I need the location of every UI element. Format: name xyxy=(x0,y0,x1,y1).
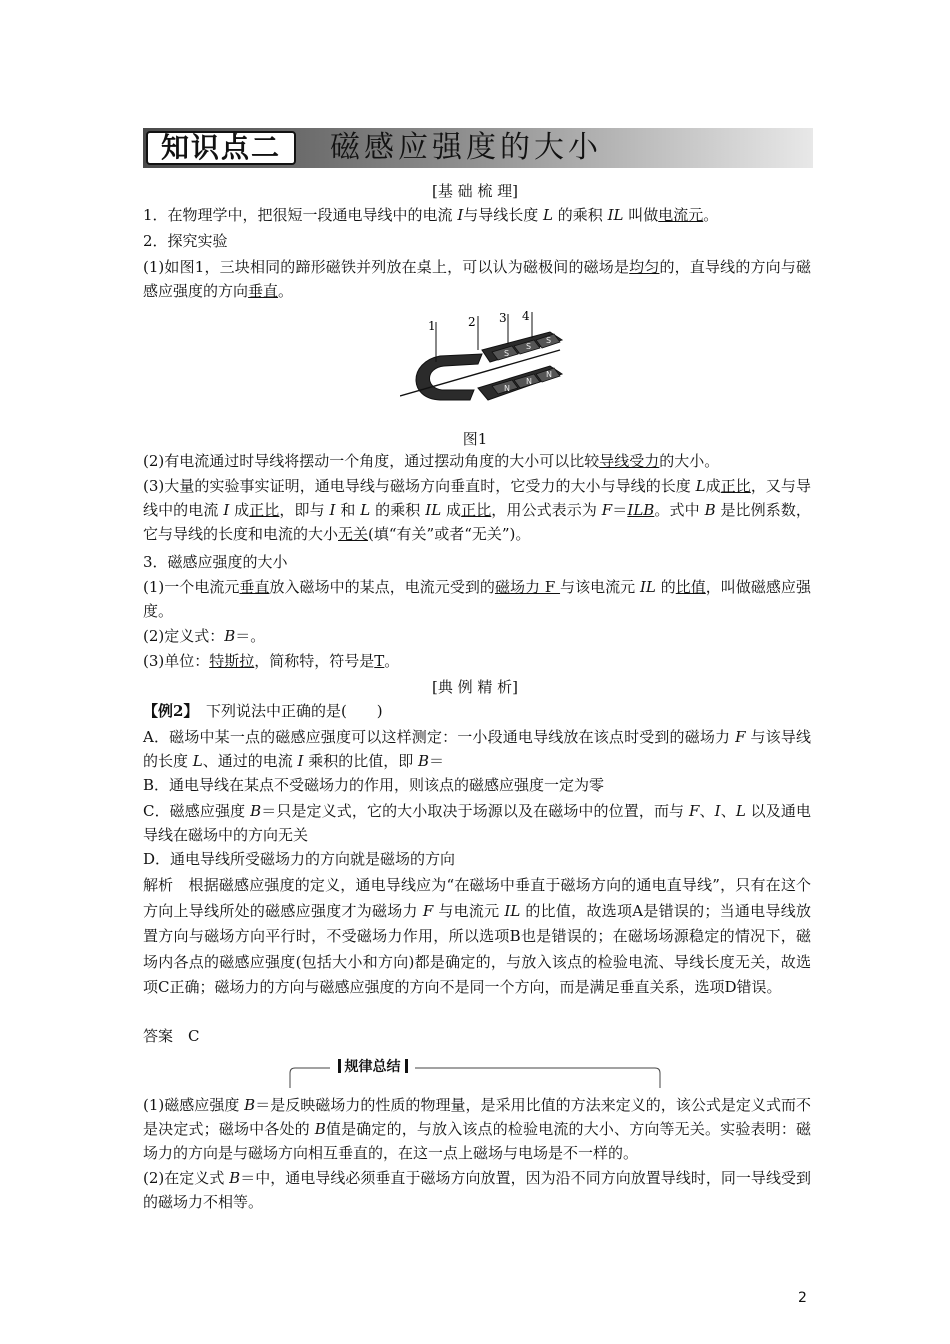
option-d: D．通电导线所受磁场力的方向就是磁场的方向 xyxy=(143,850,456,868)
paragraph-5: (3)大量的实验事实证明，通电导线与磁场方向垂直时，它受力的大小与导线的长度 L成正比，又与导线中的电流 I 成正比，即与 I 和 L 的乘积 IL 成正比，用公式表示为 F＝ILB。式中 B 是比例系数，它与导线的长度和电流的大小无关(填“有关”或者“无关”)。 xyxy=(143,477,811,543)
analysis: 解析 根据磁感应强度的定义，通电导线应为“在磁场中垂直于磁场方向的通电直导线”，只有在这个方向上导线所处的磁感应强度才为磁场力 F 与电流元 IL 的比值，故选项A是错误的；当通电导线放置方向与磁场方向平行时，不受磁场力作用，所以选项B也是错误的；在磁场场源稳定的情况下，磁场内各点的磁感应强度(包括大小和方向)都是确定的，与放入该点的检验电流、导线长度无关，故选项C正确；磁场力的方向与磁感应强度的方向不是同一个方向，而是满足垂直关系，选项D错误。 xyxy=(143,876,811,996)
pole-n-3: N xyxy=(546,370,552,379)
pole-s-2: S xyxy=(526,342,532,351)
figure-caption: 图1 xyxy=(462,430,488,448)
option-b: B．通电导线在某点不受磁场力的作用，则该点的磁感应强度一定为零 xyxy=(143,776,605,794)
example-question: 【例2】 下列说法中正确的是( ) xyxy=(143,702,383,720)
paragraph-1: 1．在物理学中，把很短一段通电导线中的电流 I与导线长度 L 的乘积 IL 叫做电流元。 xyxy=(143,206,719,224)
answer: 答案 C xyxy=(143,1027,200,1045)
paragraph-8: (2)定义式：B＝。 xyxy=(143,627,266,645)
figure-label-2: 2 xyxy=(468,315,476,329)
summary-2: (2)在定义式 B＝中，通电导线必须垂直于磁场方向放置，因为沿不同方向放置导线时，同一导线受到的磁场力不相等。 xyxy=(143,1169,811,1211)
summary-1: (1)磁感应强度 B＝是反映磁场力的性质的物理量，是采用比值的方法来定义的，该公式是定义式而不是决定式；磁场中各处的 B值是确定的，与放入该点的检验电流的大小、方向等无关。实验表明：磁场力的方向是与磁场方向相互垂直的，在这一点上磁场与电场是不一样的。 xyxy=(143,1096,811,1162)
paragraph-4: (2)有电流通过时导线将摆动一个角度，通过摆动角度的大小可以比较导线受力的大小。 xyxy=(143,452,720,470)
figure-label-3: 3 xyxy=(499,311,507,325)
rule-summary-label: 规律总结 xyxy=(330,1056,415,1078)
pole-n-2: N xyxy=(526,377,532,386)
subheading-example: [典 例 精 析] xyxy=(431,678,518,696)
subheading-basic: [基 础 梳 理] xyxy=(431,182,518,200)
section-number-box: 知识点二 xyxy=(146,131,296,165)
paragraph-3: (1)如图1，三块相同的蹄形磁铁并列放在桌上，可以认为磁极间的磁场是均匀的，直导线的方向与磁感应强度的方向垂直。 xyxy=(143,258,811,300)
pole-s-3: S xyxy=(546,336,552,345)
figure-label-4: 4 xyxy=(522,309,530,323)
pole-s-1: S xyxy=(504,349,510,358)
horseshoe-magnets-figure xyxy=(400,304,570,414)
option-a: A．磁场中某一点的磁感应强度可以这样测定：一小段通电导线放在该点时受到的磁场力 F 与该导线的长度 L、通过的电流 I 乘积的比值，即 B＝ xyxy=(143,728,811,770)
paragraph-7: (1)一个电流元垂直放入磁场中的某点，电流元受到的磁场力 F 与该电流元 IL 的比值，叫做磁感应强度。 xyxy=(143,578,811,620)
figure-label-1: 1 xyxy=(428,319,436,333)
paragraph-2: 2．探究实验 xyxy=(143,232,228,250)
option-c: C．磁感应强度 B＝只是定义式，它的大小取决于场源以及在磁场中的位置，而与 F、I、L 以及通电导线在磁场中的方向无关 xyxy=(143,802,811,844)
paragraph-9: (3)单位：特斯拉，简称特，符号是T。 xyxy=(143,652,400,670)
page-number: 2 xyxy=(798,1290,807,1306)
example-tag: 【例2】 xyxy=(143,702,191,720)
pole-n-1: N xyxy=(504,384,510,393)
section-title: 磁感应强度的大小 xyxy=(330,130,602,165)
paragraph-6: 3．磁感应强度的大小 xyxy=(143,553,288,571)
